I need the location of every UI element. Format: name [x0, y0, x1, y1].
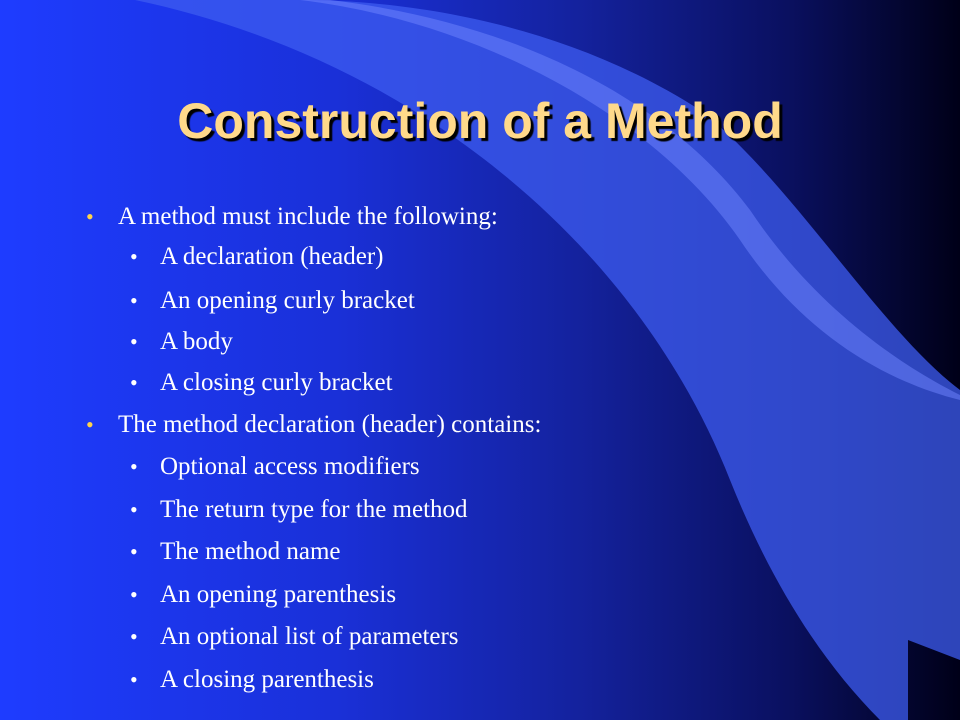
bullet-text: The method declaration (header) contains: [118, 411, 542, 438]
bullet-item [130, 452, 420, 482]
bullet-icon: • [130, 454, 138, 479]
bullet-icon: • [86, 412, 94, 437]
bullet-item [130, 622, 459, 652]
bullet-item [130, 580, 397, 610]
bullet-item [130, 665, 374, 695]
bullet-text: A closing curly bracket [160, 369, 393, 396]
bullet-item [130, 242, 384, 272]
bullet-icon: • [130, 329, 138, 354]
bullet-item [130, 537, 341, 567]
bullet-text: An opening curly bracket [160, 287, 415, 314]
bullet-icon: • [130, 539, 138, 564]
bullet-text: An optional list of parameters [160, 623, 459, 650]
bullet-icon: • [130, 667, 138, 692]
slide-title: Construction of a Method [177, 93, 783, 149]
bullet-icon: • [130, 497, 138, 522]
bullet-text: The return type for the method [160, 496, 468, 523]
bullet-icon: • [130, 244, 138, 269]
bullet-item [130, 495, 468, 525]
bullet-text: The method name [160, 538, 341, 565]
bullet-icon: • [130, 288, 138, 313]
bullet-text: A declaration (header) [160, 243, 384, 270]
bullet-text: A closing parenthesis [160, 666, 374, 693]
bullet-icon: • [130, 624, 138, 649]
bullet-text: A body [160, 328, 233, 355]
bullet-text: An opening parenthesis [160, 581, 397, 608]
bullet-icon: • [130, 370, 138, 395]
bullet-item [86, 202, 498, 232]
bullet-item [130, 286, 415, 316]
bullet-icon: • [86, 204, 94, 229]
bullet-item [86, 410, 542, 440]
bullet-item [130, 327, 233, 357]
bullet-text: A method must include the following: [118, 203, 498, 230]
bullet-text: Optional access modifiers [160, 453, 420, 480]
bullet-icon: • [130, 582, 138, 607]
bullet-item [130, 368, 393, 398]
